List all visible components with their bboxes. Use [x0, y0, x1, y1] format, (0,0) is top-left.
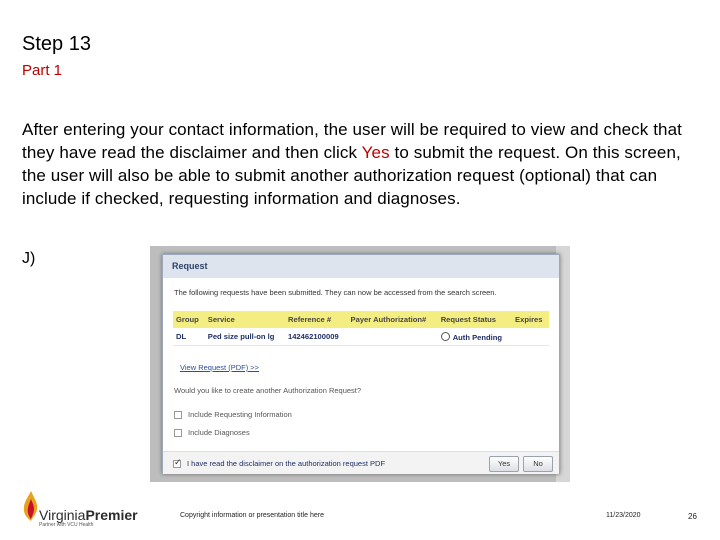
- copyright-text: Copyright information or presentation title here: [180, 512, 324, 519]
- option-label: Include Diagnoses: [188, 428, 250, 437]
- include-requesting-info-option[interactable]: [174, 410, 292, 419]
- logo-wordmark: [39, 507, 138, 523]
- cell-reference: 142462100009: [285, 328, 348, 346]
- cell-expires: [512, 328, 549, 346]
- instruction-text-post: to submit the request. On this screen, the user will also be able to submit another authorization request (optional) that can include if checked, requesting information and diagnoses.: [22, 143, 681, 208]
- table-row[interactable]: [173, 328, 549, 346]
- yes-button[interactable]: Yes: [489, 456, 519, 472]
- disclaimer-label: I have read the disclaimer on the authorization request PDF: [187, 459, 386, 468]
- cell-payer-auth: [348, 328, 438, 346]
- instruction-text-pre: After entering your contact information, the user will be required to view and check that they have read the disclaimer and then click: [22, 120, 682, 162]
- pending-icon: [441, 332, 450, 341]
- flame-icon: [22, 491, 40, 521]
- logo-word-1: Virginia: [39, 507, 86, 523]
- include-diagnoses-option[interactable]: [174, 428, 250, 437]
- slide-date: 11/23/2020: [606, 512, 641, 519]
- column-header: Service: [205, 311, 285, 328]
- disclaimer-checkbox[interactable]: [173, 460, 181, 468]
- instruction-text-highlight: Yes: [361, 143, 390, 162]
- dialog-message: The following requests have been submitted. They can now be accessed from the search screen.: [174, 288, 497, 297]
- requests-table: [173, 311, 549, 346]
- table-header-row: [173, 311, 549, 328]
- virginia-premier-logo: [22, 491, 138, 531]
- column-header: Group: [173, 311, 205, 328]
- screenshot-panel: [150, 246, 570, 482]
- include-diagnoses-checkbox[interactable]: [174, 429, 182, 437]
- column-header: Request Status: [438, 311, 512, 328]
- no-button[interactable]: No: [523, 456, 553, 472]
- status-text: Auth Pending: [452, 332, 503, 342]
- disclaimer-option[interactable]: [173, 459, 385, 468]
- logo-tagline: Partner with VCU Health: [39, 522, 94, 528]
- item-label: J): [22, 250, 36, 267]
- cell-status: [438, 328, 512, 346]
- slide-title: Step 13: [22, 33, 91, 55]
- slide-subtitle: Part 1: [22, 62, 63, 79]
- view-request-pdf-link[interactable]: View Request (PDF) >>: [180, 363, 260, 372]
- column-header: Reference #: [285, 311, 348, 328]
- include-requesting-info-checkbox[interactable]: [174, 411, 182, 419]
- page-number: 26: [688, 512, 697, 521]
- another-request-question: Would you like to create another Authorization Request?: [174, 386, 362, 395]
- dialog-footer: [163, 451, 559, 474]
- cell-group: DL: [173, 328, 205, 346]
- column-header: Payer Authorization#: [348, 311, 438, 328]
- request-dialog: [162, 254, 560, 474]
- column-header: Expires: [512, 311, 549, 328]
- dialog-title: Request: [163, 255, 559, 278]
- cell-service: Ped size pull-on lg: [205, 328, 285, 346]
- option-label: Include Requesting Information: [188, 410, 292, 419]
- logo-word-2: Premier: [85, 507, 138, 523]
- instruction-text: [22, 118, 702, 210]
